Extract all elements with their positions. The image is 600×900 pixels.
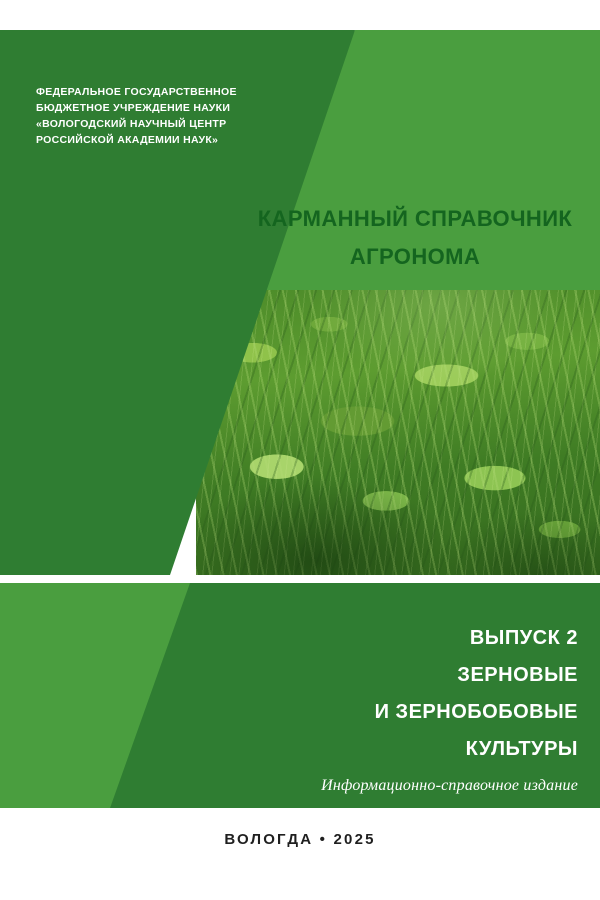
publisher-line-2: БЮДЖЕТНОЕ УЧРЕЖДЕНИЕ НАУКИ xyxy=(36,102,231,114)
publisher-name xyxy=(36,84,326,148)
title-line-2: АГРОНОМА xyxy=(349,244,481,269)
issue-subject-line-2: И ЗЕРНОБОБОВЫЕ xyxy=(374,701,578,723)
issue-info xyxy=(148,620,578,795)
issue-subject-line-3: КУЛЬТУРЫ xyxy=(465,738,578,760)
footer-imprint: ВОЛОГДА • 2025 xyxy=(224,830,376,848)
publisher-line-3: «ВОЛОГОДСКИЙ НАУЧНЫЙ ЦЕНТР xyxy=(36,118,227,130)
page-title xyxy=(250,200,580,276)
photo-shading-layer xyxy=(196,290,600,575)
cover-photo xyxy=(196,290,600,575)
title-line-1: КАРМАННЫЙ СПРАВОЧНИК xyxy=(257,206,573,231)
publisher-line-1: ФЕДЕРАЛЬНОЕ ГОСУДАРСТВЕННОЕ xyxy=(36,86,237,98)
footer xyxy=(0,808,600,870)
edition-subtitle: Информационно-справочное издание xyxy=(321,777,578,794)
issue-number: ВЫПУСК 2 xyxy=(469,627,578,649)
publisher-line-4: РОССИЙСКОЙ АКАДЕМИИ НАУК» xyxy=(36,134,219,146)
issue-subject-line-1: ЗЕРНОВЫЕ xyxy=(457,664,578,686)
